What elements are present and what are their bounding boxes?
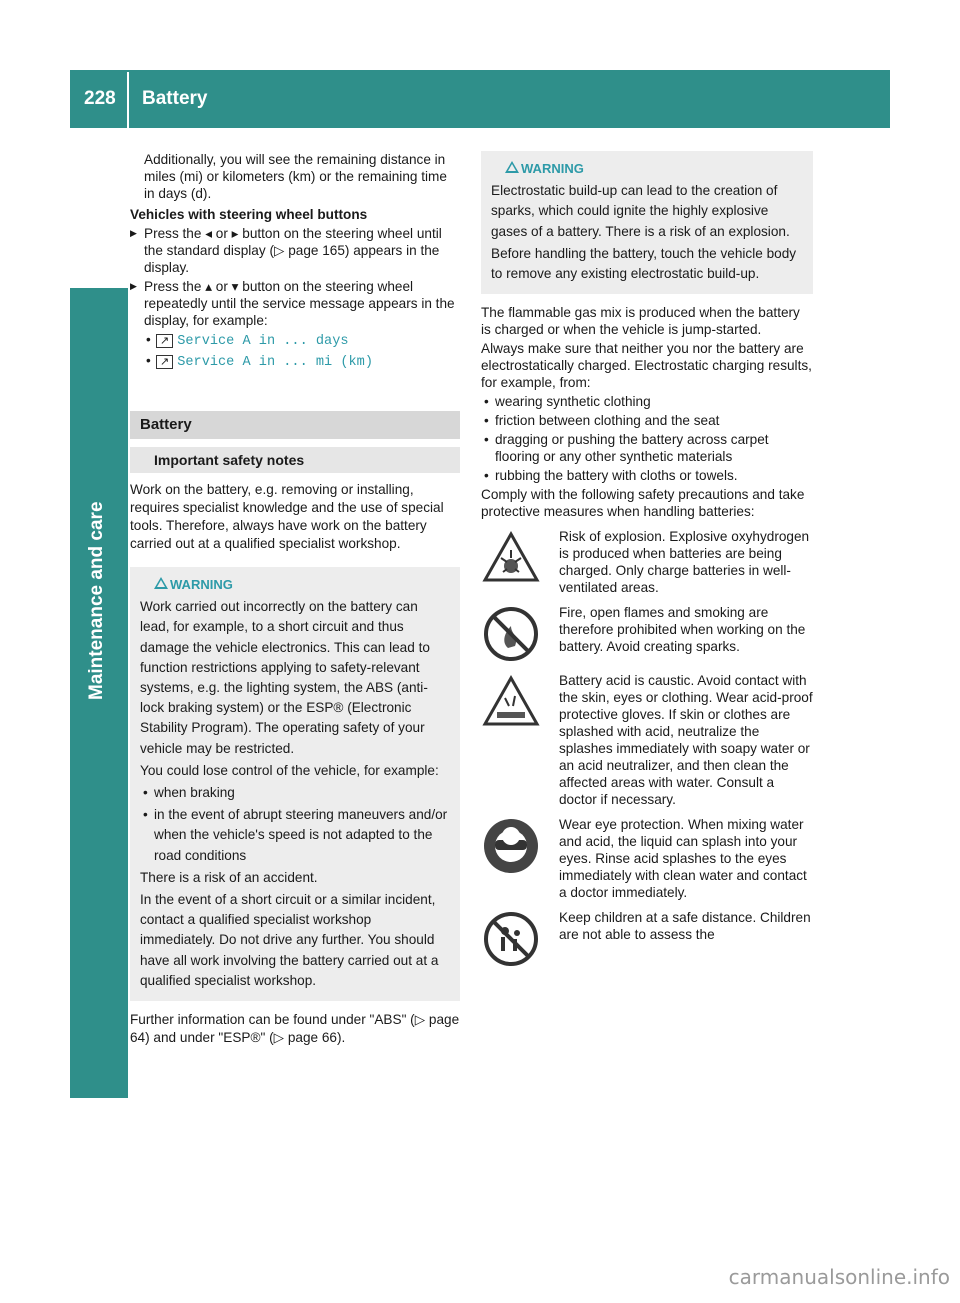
- important-safety-title: Important safety notes: [130, 447, 460, 473]
- warning-text-2: Before handling the battery, touch the vehicle body to remove any existing electrostatic build-up.: [491, 245, 797, 282]
- para-3: Comply with the following safety precautions and take protective measures when handling batteries:: [481, 487, 805, 520]
- right-column: [481, 151, 813, 975]
- page-title: Battery: [142, 88, 208, 109]
- battery-section-title: Battery: [130, 411, 460, 439]
- static-bullet-1: • wearing synthetic clothing: [481, 393, 813, 410]
- para-2: Always make sure that neither you nor the battery are electrostatically charged. Electrostatic charging results, for example, from:: [481, 341, 812, 391]
- further-info: Further information can be found under "ABS" (▷ page 64) and under "ESP®" (▷ page 66).: [130, 1012, 460, 1046]
- warning-triangle-icon: [154, 577, 168, 589]
- work-paragraph: Work on the battery, e.g. removing or installing, requires specialist knowledge and the use of special tools. Therefore, always have work on the battery carried out at a qualified specialist workshop.: [130, 482, 444, 551]
- warning-bullet-2: • in the event of abrupt steering maneuvers and/or when the vehicle's speed is not adapted to the road conditions: [140, 805, 450, 866]
- header-divider: [127, 72, 129, 128]
- eye-protection-icon: [481, 816, 541, 876]
- warning-text-1: Work carried out incorrectly on the battery can lead, for example, to a short circuit and thus damage the vehicle electronics. This can lead to function restrictions applying to safety-relevant systems, e.g. the lighting system, the ABS (anti-lock braking system) or the ESP® (Electronic Stability Program). The operating safety of your vehicle may be restricted.: [140, 599, 430, 756]
- service-km-text: Service A in ... mi (km): [177, 355, 374, 370]
- vehicles-heading: Vehicles with steering wheel buttons: [130, 207, 368, 222]
- warning-bullet-1: • when braking: [140, 783, 450, 803]
- hazard-text: Risk of explosion. Explosive oxyhydrogen is produced when batteries are being charged. Only charge batteries in well-ventilated areas.: [559, 529, 810, 596]
- static-bullet-3: • dragging or pushing the battery across carpet flooring or any other synthetic materials: [481, 431, 813, 465]
- hazard-corrosive: [481, 672, 813, 808]
- page-number: 228: [84, 88, 116, 109]
- keep-children-away-icon: [481, 909, 541, 969]
- warning-text-1: Electrostatic build-up can lead to the creation of sparks, which could ignite the highly explosive gases of a battery. There is a risk of an explosion.: [491, 183, 790, 239]
- warning-label: WARNING: [170, 577, 233, 592]
- wrench-icon: ↗: [156, 355, 173, 369]
- para-1: The flammable gas mix is produced when the battery is charged or when the vehicle is jump-started.: [481, 305, 800, 338]
- hazard-keep-children-away: [481, 909, 813, 969]
- hazard-text: Fire, open flames and smoking are therefore prohibited when working on the battery. Avoid creating sparks.: [559, 605, 806, 655]
- side-tab-label: Maintenance and care: [86, 501, 107, 700]
- warning-label: WARNING: [521, 161, 584, 176]
- warning-heading: [491, 159, 803, 179]
- static-bullet-2: • friction between clothing and the seat: [481, 412, 813, 429]
- step-1: ▶ Press the ◂ or ▸ button on the steering wheel until the standard display (▷ page 165) appears in the display.: [130, 225, 460, 276]
- hazard-text: Wear eye protection. When mixing water and acid, the liquid can splash into your eyes. Rinse acid splashes to the eyes immediately with clean water and contact a doctor immediately.: [559, 817, 807, 901]
- hazard-text: Keep children at a safe distance. Children are not able to assess the: [559, 910, 811, 943]
- hazard-explosion: [481, 528, 813, 596]
- corrosive-icon: [481, 672, 541, 732]
- warning-box-left: [130, 567, 460, 1001]
- left-column: [130, 151, 460, 1049]
- hazard-no-fire: [481, 604, 813, 664]
- warning-text-3: There is a risk of an accident.: [140, 869, 318, 885]
- wrench-icon: ↗: [156, 334, 173, 348]
- static-bullet-4: • rubbing the battery with cloths or towels.: [481, 467, 813, 484]
- watermark: carmanualsonline.info: [728, 1265, 950, 1289]
- warning-box-right: [481, 151, 813, 294]
- warning-triangle-icon: [505, 161, 519, 173]
- explosion-hazard-icon: [481, 528, 541, 588]
- service-km-item: [130, 352, 460, 371]
- warning-text-2: You could lose control of the vehicle, for example:: [140, 762, 439, 778]
- warning-text-4: In the event of a short circuit or a similar incident, contact a qualified specialist workshop immediately. Do not drive any further. You should have all work involving the battery carried out at a qualified specialist workshop.: [140, 892, 439, 988]
- hazard-text: Battery acid is caustic. Avoid contact with the skin, eyes or clothing. Wear acid-proof protective gloves. If skin or clothes are splashed with acid, neutralize the splashes immediately with soapy water or an acid neutralizer, and then clean the affected areas with water. Consult a doctor if necessary.: [559, 673, 813, 808]
- hazard-eye-protection: [481, 816, 813, 901]
- step-2: ▶ Press the ▴ or ▾ button on the steering wheel repeatedly until the service message appears in the display, for example:: [130, 278, 460, 329]
- intro-text: Additionally, you will see the remaining distance in miles (mi) or kilometers (km) or the remaining time in days (d).: [144, 152, 447, 201]
- warning-heading: [140, 575, 450, 595]
- no-fire-icon: [481, 604, 541, 664]
- service-days-text: Service A in ... days: [177, 334, 349, 349]
- service-days-item: [130, 331, 460, 350]
